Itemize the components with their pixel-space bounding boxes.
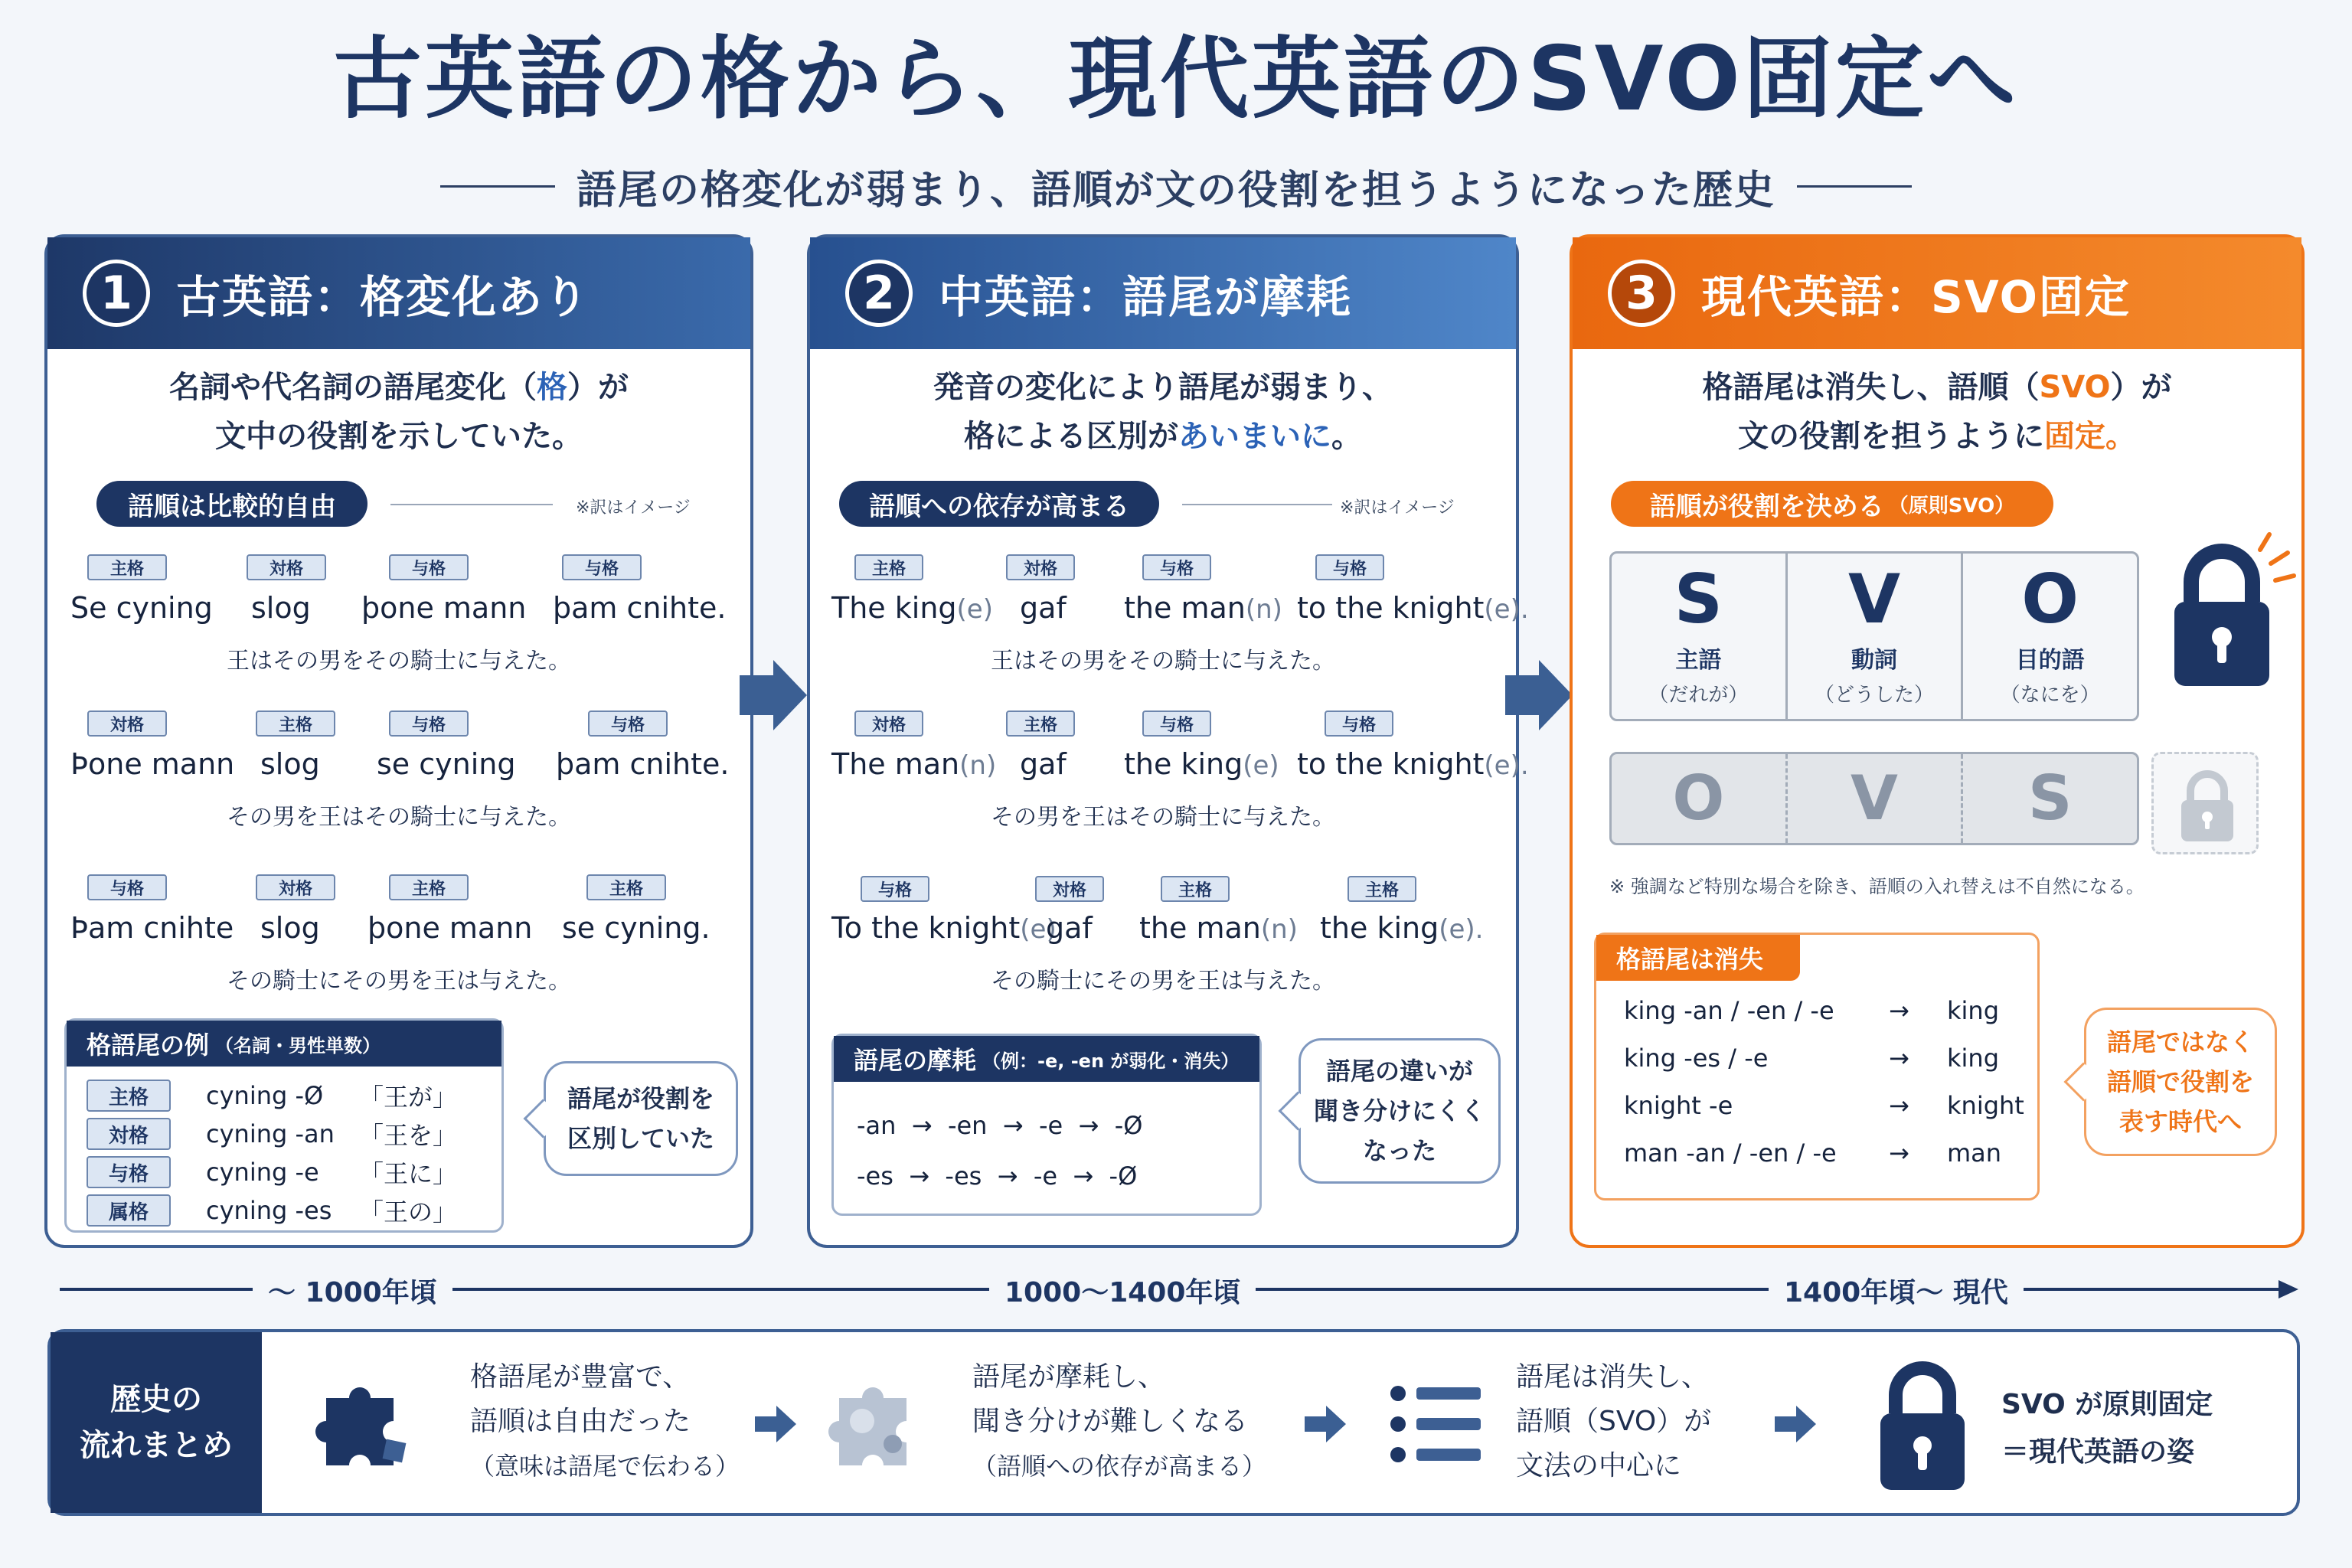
panel-middle-english [807, 234, 1529, 1248]
sentence-translation: 王はその男をその騎士に与えた。 [991, 648, 1335, 675]
case-tag: 対格 [854, 710, 923, 737]
loss-arrow: → [1889, 1044, 1909, 1073]
case-tag: 与格 [1142, 710, 1211, 737]
case-meaning: 「王の」 [359, 1197, 458, 1227]
svo-cell-verb [1788, 554, 1964, 719]
bubble-tail [524, 1099, 563, 1138]
case-tag: 属格 [87, 1194, 171, 1227]
summary-arrow-bar [1305, 1416, 1328, 1432]
case-row [87, 1194, 457, 1227]
case-meaning: 「王に」 [359, 1159, 458, 1188]
svo-letter: S [1674, 559, 1723, 639]
svo-role: 主語 [1675, 646, 1722, 674]
summary-label-text: 歴史の [110, 1382, 202, 1417]
summary-step [972, 1355, 1266, 1488]
intro-text: 。 [1331, 419, 1362, 454]
case-tag: 与格 [87, 1156, 171, 1188]
sentence-word: þone mann [361, 591, 527, 625]
case-tag: 主格 [256, 710, 335, 737]
bubble-text: 語順で役割を [2106, 1067, 2254, 1096]
panel-old-english [44, 234, 753, 1248]
page-subtitle: 語尾の格変化が弱まり、語順が文の役割を担うようになった歴史 [576, 168, 1775, 214]
panel-title: 現代英語：SVO固定 [1701, 271, 2131, 323]
sentence-word: the man(n) [1124, 591, 1282, 625]
sentence-word: slog [251, 591, 311, 625]
sentence-word: to the knight(e). [1297, 747, 1529, 781]
loss-row-from: king -es / -e [1624, 1044, 1769, 1073]
svo-letter: O [2021, 559, 2079, 639]
bubble-text: 語尾ではなく [2106, 1027, 2254, 1057]
sentence-word: þone mann [368, 911, 533, 945]
intro-text: 文中の役割を示していた。 [215, 419, 583, 454]
case-form: cyning -es [206, 1196, 332, 1225]
sentence-word: the king(e). [1320, 911, 1484, 945]
faded-lock-icon [2175, 768, 2239, 844]
intro-text: ）が [2110, 370, 2172, 405]
timeline-label: 1400年頃〜 現代 [1769, 1271, 2024, 1310]
svo-hint: （どうした） [1815, 683, 1935, 707]
loss-row-to: man [1947, 1138, 2002, 1168]
svo-role: 目的語 [2015, 646, 2085, 674]
bubble-text: 区別していた [567, 1124, 714, 1153]
intro-highlight: あいまいに [1178, 419, 1331, 454]
loss-row-from: king -an / -en / -e [1624, 996, 1834, 1025]
case-tag: 主格 [87, 554, 167, 580]
case-meaning: 「王を」 [359, 1121, 458, 1150]
panel-title: 古英語：格変化あり [176, 271, 590, 323]
intro-text: ）が [567, 370, 629, 405]
case-tag: 主格 [1006, 710, 1075, 737]
sentence-word: slog [260, 747, 320, 781]
summary-text: （語順への依存が高まる） [972, 1452, 1267, 1481]
lock-icon [2151, 528, 2297, 704]
timeline-label: 〜 1000年頃 [253, 1271, 452, 1310]
summary-text: 文法の中心に [1516, 1450, 1682, 1481]
loss-row-to: king [1947, 1044, 2000, 1073]
sentence-translation: その騎士にその男を王は与えた。 [991, 968, 1335, 995]
step-number-badge: 2 [845, 260, 913, 327]
sentence-word: gaf [1046, 911, 1093, 945]
svo-cell-object [1963, 554, 2137, 719]
case-tag: 与格 [389, 710, 469, 737]
erosion-row: -an → -en → -e → -Ø [857, 1111, 1143, 1140]
sentence-translation: その騎士にその男を王は与えた。 [227, 968, 571, 995]
case-tag: 与格 [389, 554, 469, 580]
sentence-word: Þone mann [70, 747, 235, 781]
case-ending-box [64, 1018, 504, 1233]
loss-row-to: knight [1947, 1091, 2024, 1120]
summary-conclusion [2001, 1381, 2213, 1476]
sentence-word: slog [260, 911, 320, 945]
summary-text: ＝現代英語の姿 [2001, 1436, 2195, 1468]
case-loss-box [1594, 933, 2040, 1200]
sentence-word: the king(e) [1124, 747, 1279, 781]
sentence-word: to the knight(e). [1297, 591, 1529, 625]
word-order-note: ※ 強調など特別な場合を除き、語順の入れ替えは不自然になる。 [1609, 876, 2145, 897]
summary-text: 語順（SVO）が [1516, 1406, 1712, 1437]
summary-text: （意味は語尾で伝わる） [470, 1452, 740, 1481]
panel-intro [47, 363, 750, 461]
summary-text: 語順は自由だった [470, 1406, 691, 1437]
box-title-note: （例：-e, -en が弱化・消失） [982, 1050, 1240, 1072]
intro-text: 格語尾は消失し、語順（ [1702, 370, 2040, 405]
case-tag: 与格 [1315, 554, 1384, 580]
loss-arrow: → [1889, 1091, 1909, 1120]
case-tag: 与格 [1142, 554, 1211, 580]
case-tag: 主格 [389, 874, 469, 900]
history-summary [47, 1329, 2300, 1516]
panel-header [1573, 237, 2301, 349]
case-tag: 与格 [87, 874, 167, 900]
svo-cell-subject [1612, 554, 1788, 719]
sentence-word: Þam cnihte [70, 911, 234, 945]
page-title: 古英語の格から、現代英語のSVO固定へ [333, 28, 2019, 131]
ovs-order-grid [1609, 752, 2139, 845]
box-header [67, 1021, 501, 1067]
box-title: 格語尾の例 [87, 1031, 210, 1060]
flow-arrow-icon [773, 660, 807, 730]
sentence-word: gaf [1020, 591, 1067, 625]
case-tag: 主格 [586, 874, 666, 900]
case-tag: 対格 [1006, 554, 1075, 580]
loss-row-from: knight -e [1624, 1091, 1733, 1120]
case-tag: 主格 [1161, 876, 1230, 902]
sentence-translation: その男を王はその騎士に与えた。 [991, 804, 1335, 831]
step-number-badge: 3 [1608, 260, 1675, 327]
speech-bubble [544, 1061, 738, 1176]
sentence-word: the man(n) [1139, 911, 1298, 945]
erosion-row: -es → -es → -e → -Ø [857, 1161, 1138, 1191]
speech-bubble [1298, 1038, 1501, 1184]
ovs-cell [1963, 754, 2137, 843]
sentence-word: The man(n) [831, 747, 997, 781]
pill-note: （原則SVO） [1888, 494, 2015, 518]
summary-arrow-icon [776, 1406, 796, 1442]
summary-text: 格語尾が豊富で、 [470, 1361, 691, 1393]
translation-note: ※訳はイメージ [576, 498, 691, 518]
case-tag: 与格 [588, 710, 668, 737]
summary-label [51, 1332, 262, 1513]
intro-highlight: 格 [537, 370, 567, 405]
sentence-word: Se cyning [70, 591, 213, 625]
word-order-pill: 語順への依存が高まる [839, 481, 1159, 527]
summary-text: SVO が原則固定 [2001, 1389, 2213, 1420]
subtitle-row [0, 158, 2352, 215]
case-meaning: 「王が」 [359, 1083, 458, 1112]
case-tag: 与格 [562, 554, 642, 580]
divider [390, 504, 553, 505]
word-order-pill: 語順は比較的自由 [96, 481, 368, 527]
bubble-text: 語尾の違いが [1325, 1057, 1473, 1086]
word-order-pill [1611, 481, 2053, 527]
sentence-translation: 王はその男をその騎士に与えた。 [227, 648, 571, 675]
summary-text: 語尾が摩耗し、 [972, 1361, 1166, 1393]
timeline-label: 1000〜1400年頃 [989, 1271, 1256, 1310]
case-tag: 主格 [87, 1080, 171, 1112]
svo-hint: （だれが） [1648, 683, 1749, 707]
case-form: cyning -an [206, 1119, 335, 1148]
flow-arrow-icon [1539, 660, 1573, 730]
loss-row-from: man -an / -en / -e [1624, 1138, 1837, 1168]
pill-text: 語順が役割を決める [1649, 491, 1884, 522]
timeline-arrow-icon [2278, 1280, 2298, 1298]
bubble-tail [1279, 1092, 1318, 1131]
ovs-cell [1612, 754, 1788, 843]
panel-header [47, 237, 750, 349]
panel-header [810, 237, 1516, 349]
loss-arrow: → [1889, 996, 1909, 1025]
summary-step [470, 1355, 740, 1488]
loss-arrow: → [1889, 1138, 1909, 1168]
case-tag: 与格 [1325, 710, 1393, 737]
subtitle-dash-right [1797, 185, 1912, 188]
ovs-letter: O [1672, 763, 1725, 834]
case-tag: 対格 [87, 1118, 171, 1150]
svo-letter: V [1847, 559, 1901, 639]
lock-icon [1865, 1352, 1980, 1498]
unlocked-slot [2151, 752, 2259, 854]
case-tag: 主格 [854, 554, 923, 580]
intro-text: 文の役割を担うように [1738, 419, 2044, 454]
puzzle-icon [311, 1367, 426, 1482]
loss-row-to: king [1947, 996, 2000, 1025]
case-form: cyning -e [206, 1158, 319, 1187]
case-form: cyning -Ø [206, 1081, 324, 1110]
panel-title: 中英語：語尾が摩耗 [939, 271, 1353, 323]
speech-bubble [2084, 1008, 2277, 1156]
sentence-word: To the knight(e) [831, 911, 1057, 945]
sentence-word: gaf [1020, 747, 1067, 781]
bubble-text: 表す時代へ [2118, 1107, 2242, 1136]
svo-order-grid [1609, 551, 2139, 721]
summary-arrow-icon [1326, 1406, 1346, 1442]
intro-highlight: 固定。 [2044, 419, 2136, 454]
bubble-text: 語尾が役割を [567, 1084, 714, 1113]
case-tag: 与格 [861, 876, 929, 902]
svo-role: 動詞 [1851, 646, 1897, 674]
bubble-text: なった [1362, 1136, 1436, 1165]
list-icon [1387, 1375, 1487, 1475]
panel-intro [810, 363, 1516, 461]
intro-text: 格による区別が [964, 419, 1178, 454]
summary-text: 聞き分けが難しくなる [972, 1406, 1249, 1437]
bubble-tail [2064, 1063, 2103, 1102]
summary-arrow-bar [1775, 1416, 1798, 1432]
box-header [1596, 935, 1800, 981]
intro-text: 名詞や代名詞の語尾変化（ [169, 370, 537, 405]
sentence-word: se cyning [377, 747, 516, 781]
box-header [834, 1036, 1259, 1082]
translation-note: ※訳はイメージ [1340, 498, 1455, 518]
svo-hint: （なにを） [2000, 683, 2100, 707]
case-tag: 対格 [87, 710, 167, 737]
ovs-letter: S [2027, 763, 2073, 834]
sentence-word: þam cnihte. [553, 591, 727, 625]
faded-puzzle-icon [824, 1367, 939, 1482]
box-title: 格語尾は消失 [1616, 945, 1764, 974]
case-row [87, 1155, 457, 1189]
summary-arrow-icon [1796, 1406, 1816, 1442]
sentence-word: þam cnihte. [556, 747, 730, 781]
summary-text: 語尾は消失し、 [1516, 1361, 1710, 1393]
divider [1182, 504, 1332, 505]
sentence-word: se cyning. [562, 911, 710, 945]
ending-erosion-box [831, 1034, 1262, 1216]
flow-arrow-bar [740, 675, 775, 715]
case-row [87, 1117, 457, 1151]
intro-highlight: SVO [2039, 370, 2111, 405]
intro-text: 発音の変化により語尾が弱まり、 [933, 370, 1393, 405]
bubble-text: 聞き分けにくく [1313, 1096, 1485, 1125]
panel-intro [1573, 363, 2301, 461]
case-tag: 対格 [1035, 876, 1104, 902]
box-title-note: （名詞・男性単数） [215, 1034, 381, 1057]
summary-arrow-bar [755, 1416, 778, 1432]
sentence-word: The king(e) [831, 591, 993, 625]
sentence-translation: その男を王はその騎士に与えた。 [227, 804, 571, 831]
step-number-badge: 1 [83, 260, 150, 327]
ovs-letter: V [1851, 763, 1898, 834]
case-tag: 対格 [247, 554, 326, 580]
case-tag: 主格 [1348, 876, 1416, 902]
panel-modern-english [1570, 234, 2305, 1248]
summary-step [1516, 1355, 1711, 1488]
case-tag: 対格 [256, 874, 335, 900]
summary-label-text: 流れまとめ [80, 1428, 233, 1463]
ovs-cell [1788, 754, 1964, 843]
subtitle-dash-left [440, 185, 555, 188]
box-title: 語尾の摩耗 [854, 1046, 977, 1075]
case-row [87, 1079, 457, 1112]
flow-arrow-bar [1505, 675, 1540, 715]
